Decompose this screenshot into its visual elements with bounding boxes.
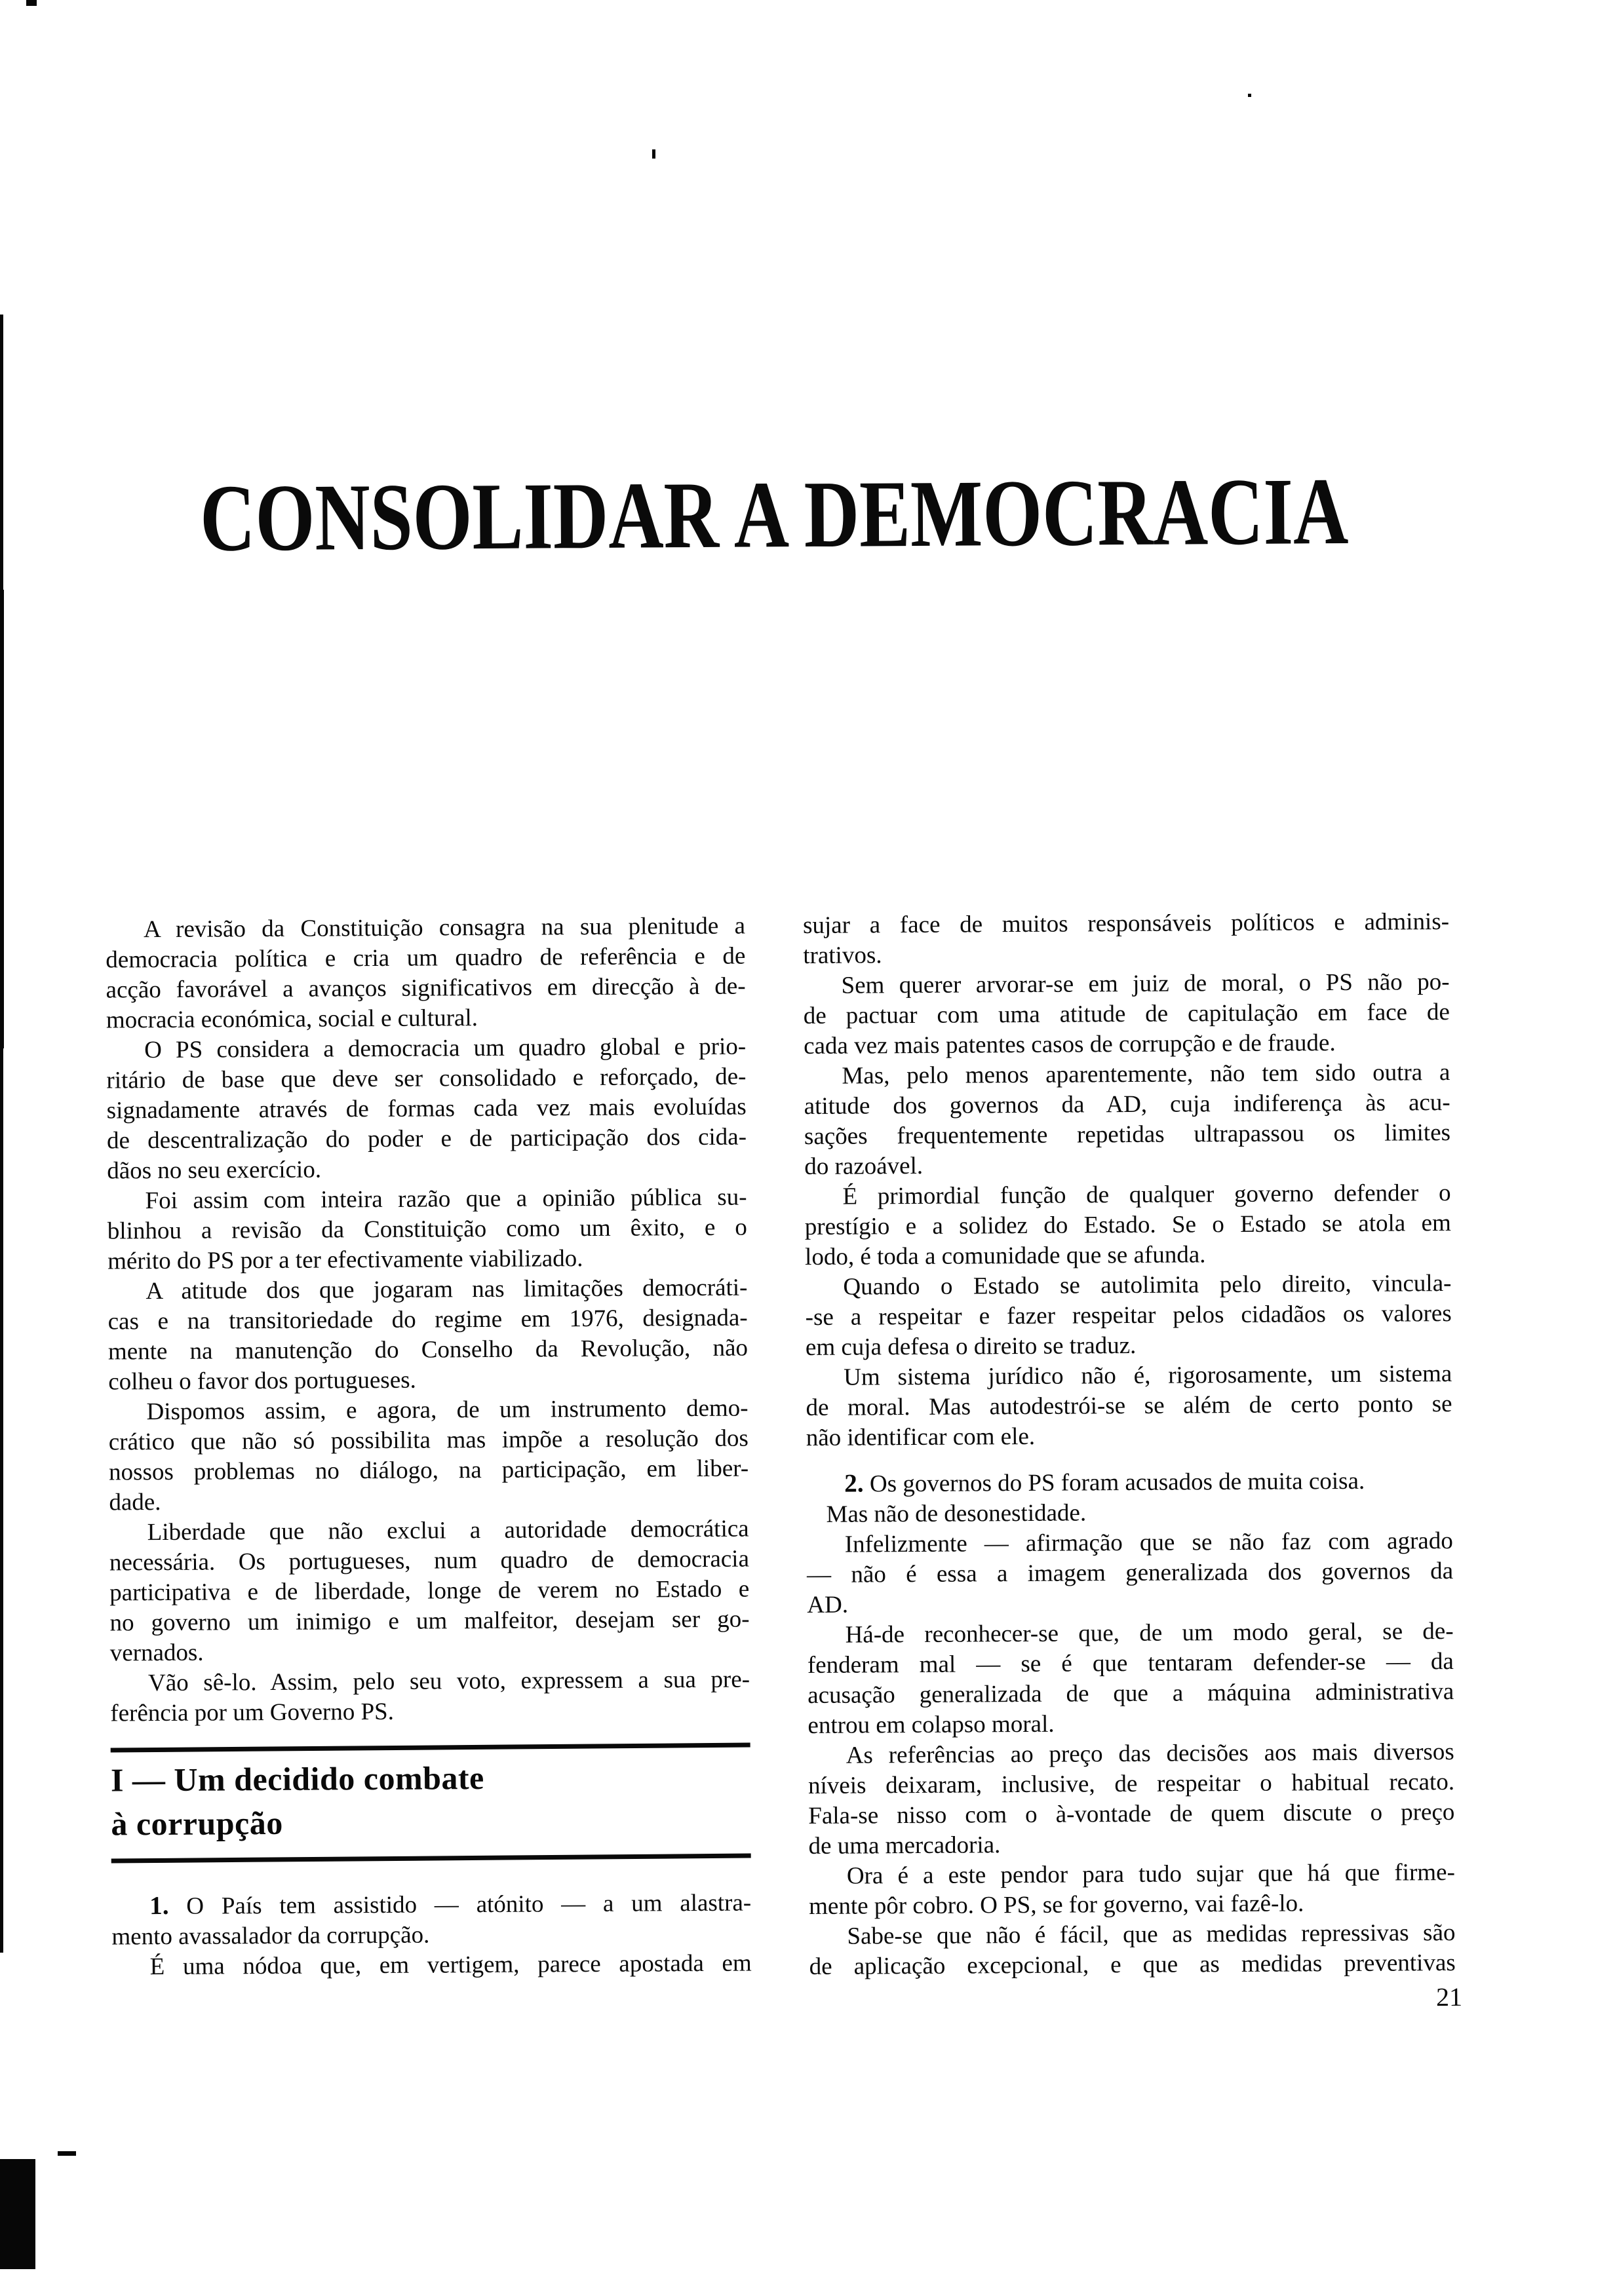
text-line: 2. Os governos do PS foram acusados de muita coisa. <box>844 1467 1365 1498</box>
text-paragraph <box>111 1888 752 1953</box>
text-paragraph <box>107 1273 748 1398</box>
text-line: mente pôr cobro. O PS, se for governo, vai fazê-lo. <box>809 1890 1304 1921</box>
right-column-body <box>803 907 1456 1982</box>
scan-artifact-bottom-blob <box>0 2159 35 2269</box>
text-paragraph <box>804 1058 1450 1182</box>
text-paragraph <box>106 911 746 1036</box>
text-line: cada vez mais patentes casos de corrupção e de fraude. <box>804 1029 1336 1060</box>
text-line: blinhou a revisão da Constituição como um êxito, e o <box>107 1214 747 1245</box>
page-title: CONSOLIDAR A DEMOCRACIA <box>199 457 1349 571</box>
text-line: dãos no seu exercício. <box>107 1156 322 1185</box>
text-line: de descentralização do poder e de participação dos cida- <box>106 1123 747 1155</box>
text-line: As referências ao preço das decisões aos mais diversos <box>846 1738 1454 1769</box>
section-heading-line2: à corrupção <box>111 1804 283 1843</box>
text-line: entrou em colapso moral. <box>808 1710 1055 1740</box>
text-line: dade. <box>109 1489 161 1516</box>
text-paragraph <box>806 1359 1452 1453</box>
text-paragraph <box>808 1737 1455 1862</box>
text-paragraph <box>809 1918 1456 1982</box>
text-line: necessária. Os portugueses, num quadro de democracia <box>109 1545 750 1577</box>
text-paragraph <box>803 967 1450 1062</box>
section-body <box>111 1888 752 1983</box>
text-line: lodo, é toda a comunidade que se afunda. <box>804 1241 1206 1271</box>
scan-artifact-dot <box>1248 94 1251 97</box>
text-line: signadamente através de formas cada vez mais evoluídas <box>106 1093 747 1124</box>
text-paragraph <box>805 1269 1452 1363</box>
text-line: Foi assim com inteira razão que a opinião pública su- <box>145 1183 747 1215</box>
text-line: colheu o favor dos portugueses. <box>108 1366 416 1396</box>
left-column <box>106 911 752 1983</box>
text-line: Sabe-se que não é fácil, que as medidas repressivas são <box>847 1919 1456 1950</box>
text-line: 1. O País tem assistido — atónito — a um alastra- <box>149 1889 752 1921</box>
text-line: O PS considera a democracia um quadro global e prio- <box>144 1033 747 1064</box>
text-paragraph <box>803 907 1450 971</box>
text-line: -se a respeitar e fazer respeitar pelos cidadãos os valores <box>805 1299 1452 1331</box>
text-line: cas e na transitoriedade do regime em 1976, designada- <box>107 1304 748 1335</box>
scan-artifact-bottom-dash <box>58 2151 76 2156</box>
text-line: Vão sê-lo. Assim, pelo seu voto, expressem a sua pre- <box>147 1666 750 1697</box>
text-line: ferência por um Governo PS. <box>110 1698 395 1727</box>
text-line: Dispomos assim, e agora, de um instrumento demo- <box>146 1394 749 1426</box>
text-line: Sem querer arvorar-se em juiz de moral, o PS não po- <box>841 968 1450 999</box>
scan-artifact-speck <box>652 149 655 159</box>
text-paragraph <box>108 1394 749 1518</box>
text-line: não identificar com ele. <box>806 1423 1036 1452</box>
text-paragraph <box>809 1858 1456 1922</box>
text-line: ritário de base que deve ser consolidado e reforçado, de- <box>106 1063 747 1094</box>
text-line: Há-de reconhecer-se que, de um modo geral, se de- <box>845 1617 1454 1649</box>
text-line: trativos. <box>803 942 882 970</box>
scan-artifact-left-bar <box>0 315 3 1953</box>
text-line: democracia política e cria um quadro de referência e de <box>106 942 746 974</box>
text-line: fenderam mal — se é que tentaram defender-se — da <box>807 1647 1454 1679</box>
text-line: Mas não de desonestidade. <box>826 1499 1087 1528</box>
text-line: É uma nódoa que, em vertigem, parece apostada em <box>149 1949 752 1981</box>
text-line: de pactuar com uma atitude de capitulação em face de <box>803 999 1450 1030</box>
text-line: É primordial função de qualquer governo defender o <box>842 1179 1451 1210</box>
text-paragraph <box>806 1465 1452 1500</box>
section-heading-line1: I — Um decidido combate <box>110 1759 484 1799</box>
text-paragraph <box>110 1665 750 1729</box>
text-line: Liberdade que não exclui a autoridade democrática <box>147 1515 749 1546</box>
text-line: Infelizmente — afirmação que se não faz com agrado <box>844 1527 1453 1558</box>
text-line: vernados. <box>109 1639 204 1667</box>
text-line: atitude dos governos da AD, cuja indiferença às acu- <box>804 1089 1450 1120</box>
right-column <box>802 907 1463 2016</box>
text-line: nossos problemas no diálogo, na participação, em liber- <box>108 1455 749 1486</box>
text-line: Quando o Estado se autolimita pelo direito, vincula- <box>843 1270 1452 1301</box>
text-line: participativa e de liberdade, longe de verem no Estado e <box>109 1575 750 1607</box>
text-paragraph <box>109 1514 750 1669</box>
text-line: no governo um inimigo e um malfeitor, desejam ser go- <box>109 1605 750 1637</box>
text-line: mérito do PS por a ter efectivamente viabilizado. <box>107 1245 583 1275</box>
text-line: mente na manutenção do Conselho da Revolução, não <box>107 1334 749 1366</box>
text-line: A atitude dos que jogaram nas limitações democráti- <box>146 1274 748 1305</box>
text-line: níveis deixaram, inclusive, de respeitar o habitual recato. <box>808 1768 1455 1800</box>
text-line: sações frequentemente repetidas ultrapassou os limites <box>804 1119 1451 1151</box>
section-rule-bottom <box>111 1854 751 1864</box>
section-heading <box>111 1755 751 1846</box>
text-line: mento avassalador da corrupção. <box>111 1921 430 1951</box>
section-rule-top <box>111 1743 750 1753</box>
text-paragraph <box>804 1178 1451 1272</box>
text-paragraph <box>106 1032 747 1187</box>
text-line: AD. <box>807 1591 849 1619</box>
text-line: Um sistema jurídico não é, rigorosamente, um sistema <box>844 1360 1452 1391</box>
text-paragraph <box>806 1496 1452 1530</box>
text-line: crático que não só possibilita mas impõe a resolução dos <box>108 1425 749 1456</box>
paragraph-number: 2. <box>844 1469 864 1498</box>
text-line: sujar a face de muitos responsáveis políticos e adminis- <box>802 908 1450 940</box>
text-line: de aplicação excepcional, e que as medidas preventivas <box>809 1949 1456 1981</box>
paragraph-number: 1. <box>149 1891 169 1921</box>
text-line: de uma mercadoria. <box>808 1831 1001 1860</box>
text-line: de moral. Mas autodestrói-se se além de certo ponto se <box>806 1390 1452 1422</box>
left-column-body <box>106 911 750 1729</box>
page-number: 21 <box>1435 1981 1463 2012</box>
text-line: acção favorável a avanços significativos em direcção à de- <box>106 972 746 1004</box>
text-line: Fala-se nisso com o à-vontade de quem discute o preço <box>808 1798 1455 1830</box>
text-paragraph <box>112 1949 752 1983</box>
text-line: acusação generalizada de que a máquina administrativa <box>808 1677 1454 1710</box>
text-line: A revisão da Constituição consagra na sua plenitude a <box>143 912 746 944</box>
text-line: Ora é a este pendor para tudo sujar que há que firme- <box>846 1858 1455 1890</box>
text-line: prestígio e a solidez do Estado. Se o Estado se atola em <box>804 1210 1451 1241</box>
text-paragraph <box>107 1183 747 1277</box>
text-line: do razoável. <box>804 1152 924 1181</box>
text-line: — não é essa a imagem generalizada dos governos da <box>806 1557 1454 1589</box>
text-paragraph <box>807 1526 1454 1620</box>
text-paragraph <box>808 1617 1454 1741</box>
scan-artifact-left-bar-thick <box>1 590 4 1048</box>
text-line: em cuja defesa o direito se traduz. <box>805 1331 1137 1362</box>
text-line: mocracia económica, social e cultural. <box>106 1004 478 1034</box>
scan-artifact-top-mark <box>26 0 37 6</box>
text-line: Mas, pelo menos aparentemente, não tem sido outra a <box>842 1059 1450 1090</box>
